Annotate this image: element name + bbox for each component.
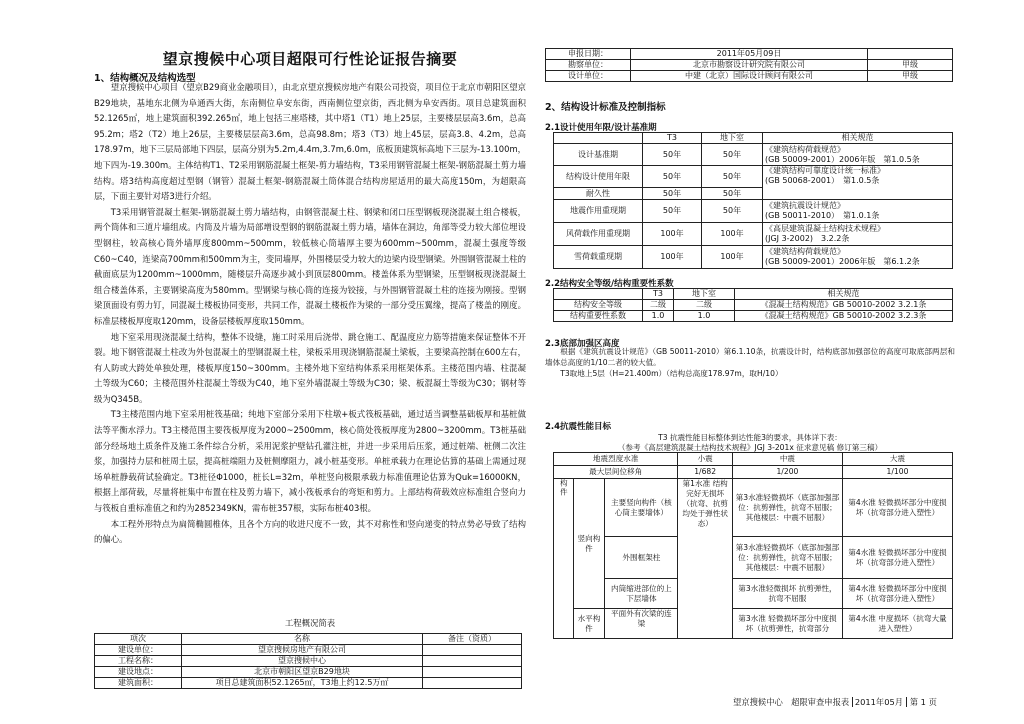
cell: 二级 <box>674 300 735 311</box>
table-header-row <box>554 289 953 300</box>
cell: 二级 <box>643 300 674 311</box>
table-row <box>554 466 953 479</box>
cell: 项目总建筑面积52.1265㎡，T3地上约12.5万㎡ <box>182 678 423 689</box>
table-row <box>95 656 522 667</box>
cell: 结构重要性系数 <box>554 311 643 322</box>
cell: 100年 <box>702 223 763 246</box>
cell <box>423 667 522 678</box>
cell: 建设单位： <box>95 645 182 656</box>
paragraph: T3主楼范围内地下室采用桩筏基础；纯地下室部分采用下柱墩+板式筏板基础，通过适当调整基础板厚和基桩做法等平衡水浮力。T3主楼范围主要筏板厚度为2000~2500mm，核心筒处筏板厚度为2800~3200mm。T3桩基础部分经场地土质条件及施工条件综合分析，采用泥浆护壁钻孔灌注桩，并进一步采用后压浆，通过桩端、桩侧二次注浆，加强持力层和桩周土层，提高桩端阻力及桩侧摩阻力，减小桩基变形。单桩承载力在理论估算的基础上需通过现场单桩静载荷试验确定。T3桩径Φ1000，桩长L=32m，单桩竖向极限承载力标准值理论估算为Quk=16000KN，根据上部荷载，尽量将桩集中布置在柱及剪力墙下，减小筏板承台的弯矩和剪力。上部结构荷载效应标准组合竖向力与筏板自重标准值之和约为2852349KN，需布桩357根，实际布桩403根。 <box>94 409 526 514</box>
cell: 第3水准轻微损坏 抗剪弹性，抗弯不屈服 <box>732 579 842 609</box>
paragraph: 本工程外形特点为扁简椭圆椎体，且各个方向的收进尺度不一致，其不对称性和竖向递变的特点势必导致了结构的偏心。 <box>94 518 526 545</box>
section-2-2-heading: 2.2结构安全等级/结构重要性系数 <box>545 279 674 289</box>
ref-line: (GB 50009-2001）2006年版 第1.0.5条 <box>765 154 920 164</box>
cell: 平面外有次梁的连梁 <box>605 609 678 639</box>
cell: 第4水准 中度损坏（抗弯大量进入塑性） <box>842 609 952 639</box>
paragraph: T3取地上5层（H=21.400m）（结构总高度178.97m，取H/10） <box>560 369 783 378</box>
table-row <box>95 645 522 656</box>
table-row <box>95 678 522 689</box>
cell: 50年 <box>702 200 763 223</box>
table-row <box>554 537 953 579</box>
table-row <box>546 71 953 82</box>
cell: 耐久性 <box>554 188 643 200</box>
header-cell: 相关规范 <box>763 133 953 144</box>
section-2-4-heading: 2.4抗震性能目标 <box>545 422 612 432</box>
table-row <box>554 609 953 639</box>
table-header-row <box>95 634 522 645</box>
cell: 建筑面积： <box>95 678 182 689</box>
table-row <box>554 311 953 322</box>
cell <box>763 144 953 166</box>
footer-date: 2011年05月 <box>852 697 903 707</box>
cell: 100年 <box>643 246 702 269</box>
cell: 中建（北京）国际设计顾问有限公司 <box>631 71 868 82</box>
cell: 勘察单位： <box>546 60 631 71</box>
paragraph: 根据《建筑抗震设计规范》（GB 50011-2010）第6.1.10条，抗震设计时，结构底部加强部位的高度可取底部两层和墙体总高度的1/10二者的较大值。 <box>545 347 955 367</box>
table-row <box>554 300 953 311</box>
cell: 100年 <box>702 246 763 269</box>
cell: 1.0 <box>674 311 735 322</box>
cell: 结构设计使用年限 <box>554 166 643 188</box>
section-2-1-heading: 2.1设计使用年限/设计基准期 <box>545 123 657 133</box>
cell: 第4水准 轻微损坏部分中度损坏（抗弯部分进入塑性） <box>842 479 952 537</box>
table-row <box>554 200 953 223</box>
seismic-performance-table <box>553 452 953 639</box>
table-row <box>546 60 953 71</box>
header-cell: 地下室 <box>702 133 763 144</box>
cell: 甲级 <box>868 71 953 82</box>
cell <box>763 200 953 223</box>
cell: 第3水准轻微损坏（底部加强部位：抗剪弹性，抗弯不屈服；其他楼层：中震不屈服） <box>732 479 842 537</box>
cell: 2011年05月09日 <box>631 49 868 60</box>
cell: 50年 <box>643 144 702 166</box>
ref-line: (GB 50068-2001） 第1.0.5条 <box>765 176 880 185</box>
cell <box>423 645 522 656</box>
header-cell <box>554 133 643 144</box>
cell: 1.0 <box>643 311 674 322</box>
cell: 地震作用重现期 <box>554 200 643 223</box>
page-number: 第 1 页 <box>906 697 937 707</box>
vertical-member-label: 竖向构件 <box>573 479 605 609</box>
seismic-reference: （参考《高层建筑混凝土结构技术规程》JGJ 3-201x 征求意见稿 修订第三稿） <box>617 443 883 452</box>
header-cell <box>554 289 643 300</box>
cell: 《混凝土结构规范》GB 50010-2002 3.2.3条 <box>735 311 953 322</box>
cell <box>763 246 953 269</box>
header-cell: T3 <box>643 289 674 300</box>
member-label-text: 构件 <box>559 479 569 497</box>
cell: 50年 <box>643 166 702 188</box>
cell: 100年 <box>643 223 702 246</box>
cell: 第4水准 轻微损坏部分中度损坏（抗弯部分进入塑性） <box>842 579 952 609</box>
table-header-row <box>554 133 953 144</box>
page-footer <box>733 696 937 708</box>
cell: 1/100 <box>842 466 952 479</box>
footer-text: 望京搜候中心 超限审查申报表 <box>733 697 850 707</box>
table-row <box>554 144 953 166</box>
ref-line: 《建筑结构荷载规范》 <box>765 144 845 154</box>
cell: 北京市勘察设计研究院有限公司 <box>631 60 868 71</box>
table-row <box>554 246 953 269</box>
cell: 工程名称： <box>95 656 182 667</box>
cell: 1/682 <box>678 466 733 479</box>
header-cell: 备注（资质） <box>423 634 522 645</box>
right-page <box>545 0 955 724</box>
header-cell: 中震 <box>732 453 842 466</box>
section-1-heading: 1、结构概况及结构选型 <box>94 73 196 84</box>
header-cell: 项次 <box>95 634 182 645</box>
overview-table <box>94 633 522 689</box>
header-cell: 名称 <box>182 634 423 645</box>
cell: 1/200 <box>732 466 842 479</box>
overview-table-caption: 工程概况简表 <box>284 618 336 628</box>
minor-eq-cell: 第1水准 结构完好无损坏（抗弯、抗剪均处于弹性状态） <box>678 479 733 639</box>
cell: 雪荷载重现期 <box>554 246 643 269</box>
cell: 50年 <box>702 188 763 200</box>
cell: 设计单位： <box>546 71 631 82</box>
cell: 申报日期： <box>546 49 631 60</box>
section-1-body <box>94 80 526 548</box>
table-row <box>95 667 522 678</box>
cell: 50年 <box>643 200 702 223</box>
cell: 内筒缩进部位的上下层墙体 <box>605 579 678 609</box>
cell <box>763 166 953 200</box>
cell: 第4水准 轻微损坏部分中度损坏（抗弯部分进入塑性） <box>842 537 952 579</box>
table-header-row <box>554 453 953 466</box>
paragraph: T3采用钢管混凝土框架-钢筋混凝土剪力墙结构，由钢管混凝土柱、钢梁和闭口压型钢板现浇混凝土组合楼板，两个筒体和三道片墙组成。内筒及片墙为局部增设型钢的钢筋混凝土剪力墙，墙体在洞边，角部等受力较大部位埋设型钢柱，较高核心筒外墙厚度800mm~500mm，较低核心筒墙厚主要为600mm~500mm，混凝土强度等级C60~C40，连梁高700mm和500mm为主，变同墙厚，外围楼层受力较大的边梁内设型钢梁。外围钢管混凝土柱的截面底层为1200mm~1000mm，随楼层升高逐步减小到顶层800mm。楼盖体系为型钢梁，压型钢板现浇混凝土组合楼盖体系，主要钢梁高度为580mm。型钢梁与核心筒的连接为铰接，与外围钢管混凝土柱的连接为刚接。型钢梁顶面设有剪力钉，同混凝土楼板协同变形，共同工作，混凝土楼板作为梁的一部分受压翼缘，提高了楼盖的刚度。标准层楼板厚度取120mm，设备层楼板厚度取150mm。 <box>94 206 526 326</box>
cell: 风荷载作用重现期 <box>554 223 643 246</box>
cell: 甲级 <box>868 60 953 71</box>
cell <box>763 223 953 246</box>
ref-line: 《建筑抗震设计规范》 <box>765 201 845 210</box>
cell: 50年 <box>702 166 763 188</box>
paragraph: 望京搜候中心项目（望京B29商业金融项目），由北京望京搜候房地产有限公司投资，项目位于北京市朝阳区望京B29地块，基地东北侧为阜通西大街，东南侧位阜安东街，西南侧位望京街，西北侧为阜安西街。项目总建筑面积52.1265㎡，地上建筑面积392.265㎡，地上包括三座塔楼，其中塔1（T1）地上25层，主要楼层层高3.6m，总高95.2m；塔2（T2）地上26层，主要楼层层高3.6m，总高98.8m；塔3（T3）地上45层，层高3.8、4.2m，总高178.97m，地下三层局部地下四层，层高分别为5.2m,4.4m,3.7m,6.0m，底板顶建筑标高地下三层为-13.100m，地下四为-19.300m。主体结构T1、T2采用钢筋混凝土框架-剪力墙结构，T3采用钢管混凝土框架-钢筋混凝土剪力墙结构。塔3结构高度超过型钢（钢管）混凝土框架-钢筋混凝土筒体混合结构房屋适用的最大高度150m，为超限高层，下面主要针对塔3进行介绍。 <box>94 82 526 202</box>
header-cell: 小震 <box>678 453 733 466</box>
paragraph: 地下室采用现浇混凝土结构，整体不设缝，施工时采用后浇带、跳仓施工、配温度应力筋等措施来保证整体不开裂。地下钢管混凝土柱改为外包混凝土的型钢混凝土柱，梁板采用现浇钢筋混凝土梁板，主要梁高控制在600左右，有人防或大跨处单独处理，楼板厚度150~300mm。主楼外地下室结构体系采用框架体系。主楼范围内墙、柱混凝土等级为C60；主楼范围外柱混凝土等级为C40，地下室外墙混凝土等级为C30；梁、板混凝土等级为C30；钢材等级为Q345B。 <box>94 331 526 404</box>
cell: 最大层间位移角 <box>554 466 678 479</box>
member-label <box>554 479 574 639</box>
cell: 50年 <box>643 188 702 200</box>
cell <box>423 678 522 689</box>
cell: 50年 <box>702 144 763 166</box>
cell: 《混凝土结构规范》GB 50010-2002 3.2.1条 <box>735 300 953 311</box>
cell: 第3水准轻微损坏（底部加强部位：抗剪弹性，抗弯不屈服；其他楼层：中震不屈服） <box>732 537 842 579</box>
cell: 第3水准 轻微损坏部分中度损坏（抗剪弹性，抗弯部分 <box>732 609 842 639</box>
table-row <box>546 49 953 60</box>
ref-line: (GB 50009-2001）2006年版 第6.1.2条 <box>765 257 920 266</box>
cell: 主要竖向构件（核心筒主要墙体） <box>605 479 678 537</box>
cell <box>868 49 953 60</box>
left-page <box>94 0 526 724</box>
table-row <box>554 166 953 188</box>
ref-line: (GB 50011-2010） 第1.0.1条 <box>765 211 880 220</box>
table-row <box>554 579 953 609</box>
seismic-intro: T3 抗震性能目标整体到达性能3的要求，具体详下表： <box>658 433 842 442</box>
ref-line: 《高层建筑混凝土结构技术规程》 <box>765 224 885 233</box>
cell: 建设地点： <box>95 667 182 678</box>
header-cell: 地下室 <box>674 289 735 300</box>
design-life-table <box>553 132 953 269</box>
header-cell: 大震 <box>842 453 952 466</box>
header-cell: 地震烈度水准 <box>554 453 678 466</box>
cell: 设计基准期 <box>554 144 643 166</box>
table-row <box>554 479 953 537</box>
ref-line: 《建筑结构可靠度设计统一标准》 <box>765 166 885 175</box>
table-row <box>554 223 953 246</box>
document-title: 望京搜候中心项目超限可行性论证报告摘要 <box>162 50 458 68</box>
ref-line: (JGJ 3-2002) 3.2.2条 <box>765 234 850 243</box>
header-cell: T3 <box>643 133 702 144</box>
cell: 结构安全等级 <box>554 300 643 311</box>
header-cell: 相关规范 <box>735 289 953 300</box>
section-2-3-heading: 2.3底部加强区高度 <box>545 339 620 349</box>
cell: 望京搜候房地产有限公司 <box>182 645 423 656</box>
ref-line: 《建筑结构荷载规范》 <box>765 247 845 256</box>
section-2-heading: 2、结构设计标准及控制指标 <box>545 102 666 113</box>
cell: 望京搜候中心 <box>182 656 423 667</box>
cell: 外围框架柱 <box>605 537 678 579</box>
safety-grade-table <box>553 288 953 322</box>
overview-table-continued <box>545 48 953 82</box>
horizontal-member-label: 水平构件 <box>573 609 605 639</box>
section-2-3-body <box>545 346 955 379</box>
cell <box>423 656 522 667</box>
cell: 北京市朝阳区望京B29地块 <box>182 667 423 678</box>
